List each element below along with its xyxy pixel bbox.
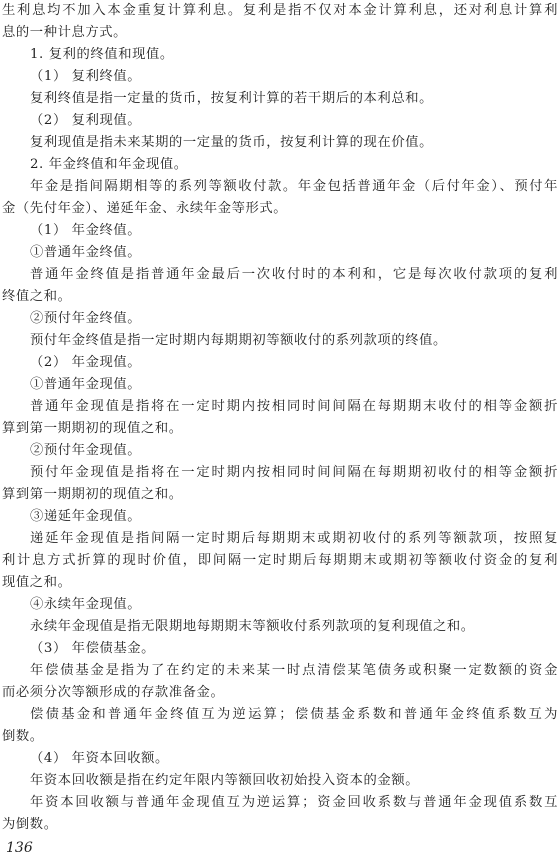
text-line: 年金是指间隔期相等的系列等额收付款。年金包括普通年金（后付年金）、预付年 — [30, 179, 558, 194]
item-heading: ②预付年金终值。 — [30, 311, 142, 326]
subsection-heading: （3） 年偿债基金。 — [30, 641, 156, 656]
text-line: 利计息方式折算的现时价值，即间隔一定时期后每期期末或期初等额收付资金的复利 — [2, 553, 558, 568]
text-line: 而必须分次等额形成的存款准备金。 — [2, 685, 225, 700]
text-line: 金（先付年金）、递延年金、永续年金等形式。 — [2, 201, 288, 216]
text-line: 倒数。 — [2, 729, 44, 744]
text-line: 为倒数。 — [2, 817, 58, 832]
text-line: 息的一种计息方式。 — [2, 25, 128, 40]
item-heading: ②预付年金现值。 — [30, 443, 142, 458]
subsection-heading: （1） 复利终值。 — [30, 69, 142, 84]
text-line: 算到第一期期初的现值之和。 — [2, 487, 183, 502]
subsection-heading: （1） 年金终值。 — [30, 223, 142, 238]
text-line: 普通年金现值是指将在一定时期内按相同时间间隔在每期期末收付的相等金额折 — [30, 399, 558, 414]
text-line: 终值之和。 — [2, 289, 72, 304]
text-line: 普通年金终值是指普通年金最后一次收付时的本利和，它是每次收付款项的复利 — [30, 267, 558, 282]
section-heading: 2. 年金终值和年金现值。 — [30, 157, 188, 172]
text-line: 递延年金现值是指间隔一定时期后每期期末或期初收付的系列等额款项，按照复 — [30, 531, 558, 546]
text-line: 年偿债基金是指为了在约定的未来某一时点清偿某笔债务或积聚一定数额的资金 — [30, 663, 558, 678]
item-heading: ④永续年金现值。 — [30, 597, 142, 612]
page-number: 136 — [6, 840, 33, 856]
text-line: 年资本回收额与普通年金现值互为逆运算；资金回收系数与普通年金现值系数互 — [30, 795, 558, 810]
text-line: 复利终值是指一定量的货币，按复利计算的若干期后的本利总和。 — [30, 91, 434, 106]
text-line: 偿债基金和普通年金终值互为逆运算；偿债基金系数和普通年金终值系数互为 — [30, 707, 558, 722]
item-heading: ①普通年金现值。 — [30, 377, 142, 392]
item-heading: ①普通年金终值。 — [30, 245, 142, 260]
subsection-heading: （2） 复利现值。 — [30, 113, 142, 128]
text-line: 算到第一期期初的现值之和。 — [2, 421, 183, 436]
item-heading: ③递延年金现值。 — [30, 509, 142, 524]
subsection-heading: （2） 年金现值。 — [30, 355, 142, 370]
text-line: 生利息均不加入本金重复计算利息。复利是指不仅对本金计算利息，还对利息计算利 — [2, 3, 558, 18]
text-line: 年资本回收额是指在约定年限内等额回收初始投入资本的金额。 — [30, 773, 420, 788]
text-line: 预付年金终值是指一定时期内每期期初等额收付的系列款项的终值。 — [30, 333, 447, 348]
text-line: 永续年金现值是指无限期地每期期末等额收付系列款项的复利现值之和。 — [30, 619, 475, 634]
section-heading: 1. 复利的终值和现值。 — [30, 47, 174, 62]
text-line: 复利现值是指未来某期的一定量的货币，按复利计算的现在价值。 — [30, 135, 434, 150]
text-line: 现值之和。 — [2, 575, 72, 590]
subsection-heading: （4） 年资本回收额。 — [30, 751, 169, 766]
text-line: 预付年金现值是指将在一定时期内按相同时间间隔在每期期初收付的相等金额折 — [30, 465, 558, 480]
